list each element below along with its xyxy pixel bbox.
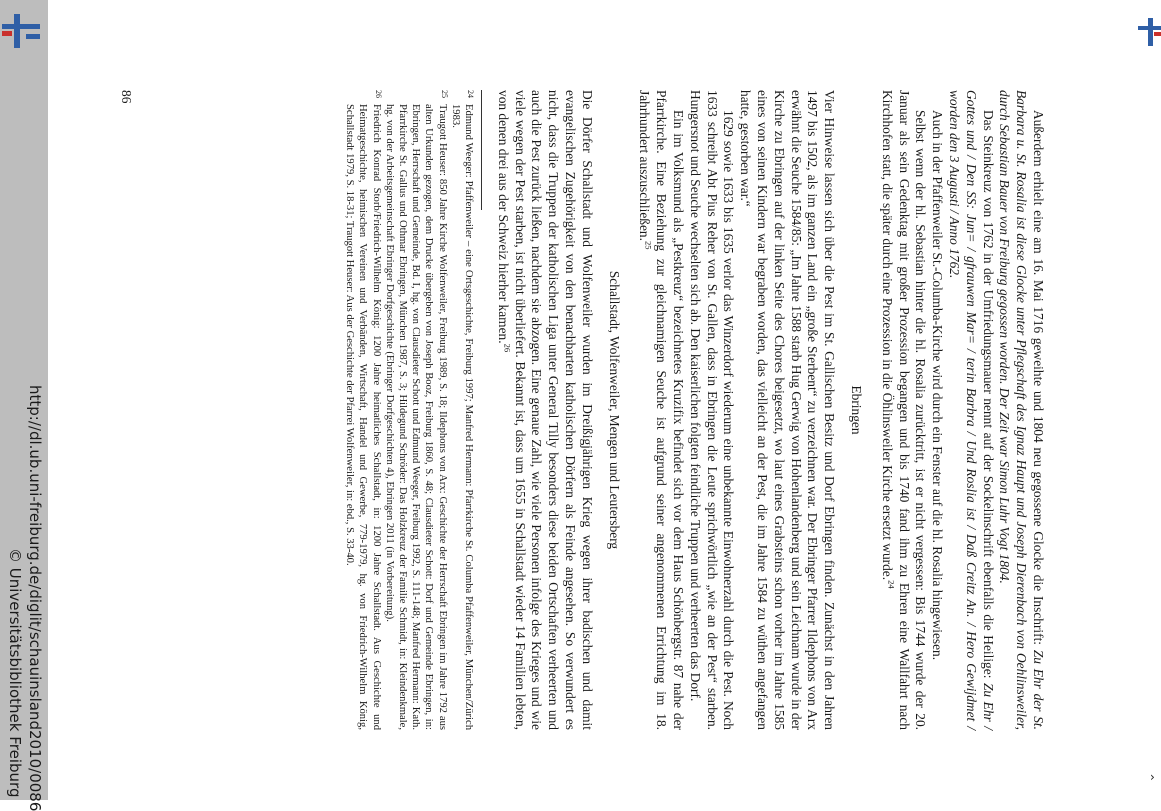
footnote-divider: [481, 90, 482, 210]
paragraph: Das Steinkreuz von 1762 in der Umfriedungsmauer nennt auf der Sockelinschrift ebenfalls die Heilige: Zu Ehr / Gottes und / Den SS: Jun= / gfrauwen Mar= / terin Barbra / Und Roslia ist / Daß Creitz An. / Hero Gewijdmet / worden den 3 Augusti / Anno 1762.: [947, 90, 996, 730]
footnote-ref: 24: [886, 580, 897, 589]
paragraph: Die Dörfer Schallstadt und Wolfenweiler wurden im Dreißigjährigen Krieg wegen ihrer badischen und damit evangelischen Zugehörigkeit von den benachbarten katholischen Dörfern als Feinde angesehen. So verwundert es nicht, dass die Truppen der katholischen Liga unter General Tilly besonders diese beiden Ortschaften verheerten und auch die Pest zurück ließen, nachdem sie abzogen. Eine genaue Zahl, wie viele Personen infolge des Krieges und wie viele wegen der Pest starben, ist nicht überliefert. Bekannt ist, dass um 1655 in Schallstadt wieder 14 Familien lebten, von denen drei aus der Schweiz hierher kamen.$^{26}$: [495, 90, 595, 730]
paragraph: Außerdem erhielt eine am 16. Mai 1716 geweihte und 1804 neu gegossene Glocke die Inschrift: Zu Ehr der St. Barbara u. St. Rosalia ist diese Glocke unter Pflegschaft des Ignaz Haupt und Joseph Dierenbach von Oehlinsweiler, durch Sebastian Bauer von Freiburg gegossen worden. Der Zeit war Simon Luhr Vogt 1804.: [997, 90, 1046, 730]
paragraph: 1629 sowie 1633 bis 1635 verlor das Winzerdorf wiederum eine unbekannte Einwohnerzahl durch die Pest. Noch 1633 schreibt Abt Pius Reher von St. Gallen, dass in Ebringen die Leute sprichwörtlich „wie an der Pest“ starben. Hungersnot und Seuche wechselten sich ab. Den kaiserlichen folgten feindliche Truppen und verheerten das Dorf.: [687, 90, 737, 730]
section-heading: Ebringen: [849, 385, 865, 435]
document-url[interactable]: http://dl.ub.uni-freiburg.de/diglit/schauinsland2010/0086: [26, 385, 44, 811]
university-logo-partial-icon: [1138, 18, 1161, 48]
university-logo-icon: [2, 14, 40, 48]
footnote: 25 Traugott Heuser: 850 Jahre Kirche Wolfenweiler, Freiburg 1989, S. 18; Ildephons von Arx: Geschichte der Herrschaft Ebringen im Jahre 1792 aus alten Urkunden gezogen, dem Drucke übergeben von Joseph Booz, Freiburg 1860, S. 48; Clausdieter Schott: Dorf und Gemeinde Ebringen, in: Ebringen, Herrschaft und Gemeinde, Bd. I, hg. von Clausdieter Schott und Edmund Weeger, Freiburg 1992, S. 111-148; Manfred Hermann: Kath. Pfarrkirche St. Gallus und Othmar Ebringen, München 1987, S. 3; Hildegund Schröder: Das Holzkreuz der Familie Schmidt, in: Kleindenkmale, hg. von der Arbeitsgemeinschaft Ebringer Dorfgeschichte (Ebringer Dorfgeschichten 4), Ebringen 2011 (in Vorbereitung).: [383, 90, 449, 730]
copyright-notice: © Universitätsbibliothek Freiburg: [6, 548, 24, 798]
scanned-page: [121, 90, 1046, 730]
paragraph: Ein im Volksmund als „Pestkreuz“ bezeichnetes Kruzifix befindet sich vor dem Haus Schönbergstr. 87 nahe der Pfarrkirche. Eine Beziehung zur gleichnamigen Seuche ist aufgrund seiner angenommenen Errichtung im 18. Jahrhundert auszuschließen.$^{25}$: [637, 90, 687, 730]
footnote-ref: 26: [502, 343, 513, 353]
paragraph: Vier Hinweise lassen sich über die Pest im St. Gallischen Besitz und Dorf Ebringen finden. Zunächst in den Jahren 1497 bis 1502, als im ganzen Land ein „große Sterbent“ zu verzeichnen war. Der Ebringer Pfarrer Ildephons von Arx erwähnt die Seuche 1584/85: „Im Jahre 1588 starb Hug Gerwig von Hohenlandenberg und sein Leichnam wurde in der Kirche zu Ebringen auf der linken Seite des Chores beigesetzt, wo laut eines Grabsteins schon vorher im Jahre 1585 eines von seinen Kindern war begraben worden, das vielleicht an der Pest, die im Jahre 1584 zu wüthen angefangen hatte, gestorben war.“: [738, 90, 838, 730]
page-number: 86: [119, 90, 134, 104]
footnote: 26 Friedrich Konrad Storb/Friedrich-Wilhelm König: 1200 Jahre heimatliches Schallstadt, in: 1200 Jahre Schallstadt. Aus Geschichte und Heimatgeschichte, heimischen Vereinen und Verbänden, Wirtschaft, Handel und Gewerbe, 779-1979, hg. von Friedrich-Wilhelm König, Schallstadt 1979, S. 18-31; Traugott Heuser: Aus der Geschichte der Pfarrei Wolfenweiler, in: ebd., S. 33-40.: [344, 90, 383, 730]
footnote: 24 Edmund Weeger: Pfaffenweiler – eine Ortsgeschichte, Freiburg 1997; Manfred Hermann: Pfarrkirche St. Columba Pfaffenweiler, München/Zürich 1983.: [449, 90, 476, 730]
section-heading: Schallstadt, Wolfenweiler, Mengen und Leutersberg: [606, 270, 622, 550]
paragraph: Auch in der Pfaffenweiler St.-Columba-Kirche wird durch ein Fenster auf die hl. Rosalia hingewiesen.: [930, 110, 946, 661]
footnote-ref: 25: [643, 240, 654, 250]
page-corner-mark: ›: [1150, 770, 1155, 784]
paragraph: Selbst wenn der hl. Sebastian hinter die hl. Rosalia zurücktritt, ist er nicht vergessen: Bis 1744 wurde der 20. Januar als sein Gedenktag mit großer Prozession begangen und bis 1740 fand ihm zu Ehren eine Wallfahrt nach Kirchhofen statt, die später durch eine Prozession in die Öhlinsweiler Kirche ersetzt wurde.$^{24}$: [879, 90, 929, 730]
